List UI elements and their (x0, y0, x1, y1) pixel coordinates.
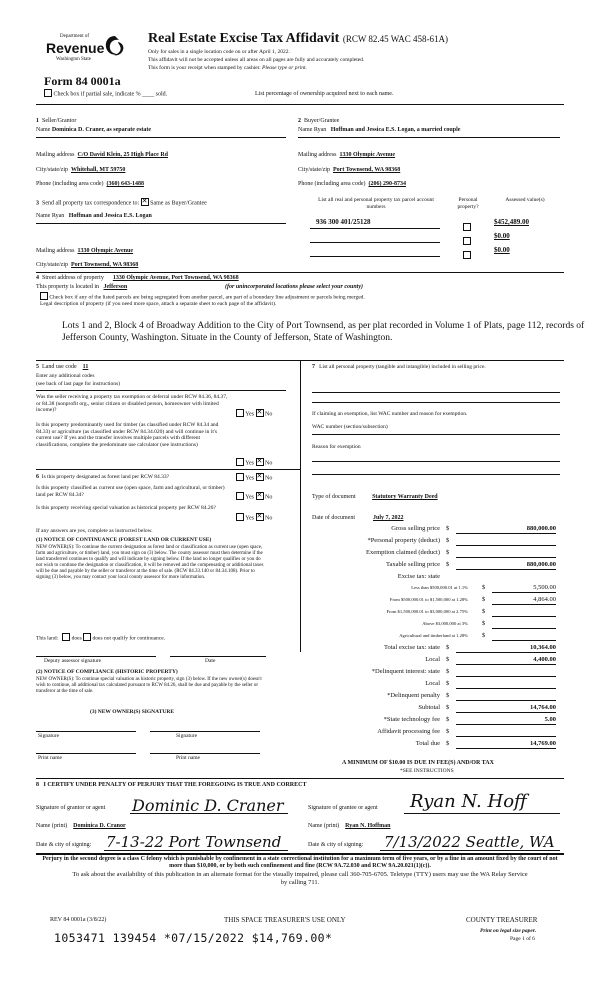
tech-fee-value[interactable]: 5.00 (544, 716, 556, 723)
s5-q2-no-checkbox[interactable] (256, 458, 264, 466)
reason-label: Reason for exemption (312, 444, 361, 450)
s5-q2-yes-checkbox[interactable] (236, 458, 244, 466)
grantee-name[interactable]: Ryan N. Hoffman (345, 823, 391, 829)
treasurer-use: THIS SPACE TREASURER'S USE ONLY (224, 916, 346, 924)
grantor-date-city[interactable]: 7-13-22 Port Townsend (106, 833, 282, 851)
wa-swirl-icon (104, 34, 126, 58)
s6-n2-text: NEW OWNER(S): To continue special valuation as historic property, sign (3) below. If the new owner(s) doesn't wish to continue, all additional tax calculated pursuant to RCW 84.26, shall be due and payable by the seller or transferor at the time of sale. (36, 677, 262, 695)
partial-sale-checkbox[interactable] (44, 89, 52, 97)
grantor-date-label: Date & city of signing: (36, 842, 92, 848)
bracket3-currency: $ (482, 608, 486, 615)
assessed-value-2[interactable]: $0.00 (494, 232, 510, 240)
total-due-value[interactable]: 14,769.00 (530, 740, 556, 747)
seller-phone[interactable]: (360) 643-1488 (106, 181, 144, 187)
owner-signature-label-2: Signature (176, 733, 198, 739)
total-state-label: Total excise tax: state (383, 644, 440, 651)
s6-q1: 6 Is this property designated as forest land per RCW 84.33? (36, 474, 170, 480)
s6-q3: Is this property receiving special valuation as historical property per RCW 84.26? (36, 505, 216, 511)
dor-logo (44, 32, 126, 72)
partial-sale-label: Check box if partial sale, indicate % (53, 91, 141, 98)
bracket5-label: Agricultural and timberland at 1.28% (399, 633, 468, 638)
bracket1-currency: $ (482, 584, 486, 591)
personal-property-checkbox-3[interactable] (463, 247, 471, 265)
grantee-date-label: Date & city of signing: (308, 842, 364, 848)
buyer-city[interactable]: Port Townsend, WA 98368 (333, 167, 401, 173)
s6-q3-answer: Yes ✕ No (236, 514, 272, 522)
segregated-checkbox[interactable] (40, 292, 48, 300)
form-number: Form 84 0001a (44, 74, 121, 88)
s6-n1-heading: (1) NOTICE OF CONTINUANCE (FOREST LAND OR CURRENT USE) (36, 537, 212, 543)
grantor-signature[interactable]: Dominic D. Craner (132, 796, 284, 815)
affidavit-fee-currency: $ (446, 728, 450, 735)
doc-date[interactable]: July 7, 2022 (372, 515, 404, 521)
s6-n3-heading: (3) NEW OWNER(S) SIGNATURE (90, 709, 174, 715)
bracket1-label: Less than $500,000.01 at 1.1% (411, 585, 468, 590)
tech-fee-label: *State technology fee (383, 716, 440, 723)
deputy-sig-label: Deputy assessor signature (44, 658, 102, 664)
doc-type-row: Type of document Statutory Warranty Deed (312, 494, 438, 500)
deputy-date-label: Date (205, 658, 216, 664)
grantor-sig-label: Signature of grantor or agent (36, 805, 106, 811)
parcel-number-1[interactable]: 936 300 401/25128 (316, 218, 371, 226)
alt-format-notice: To ask about the availability of this publication in an alternate format for the visually impaired, please call 360-705-6705. Teletype (TTY) users may use the WA Relay Service by calling 711. (72, 871, 528, 886)
corr-name[interactable]: Hoffman and Jessica E.S. Logan (68, 213, 152, 219)
bracket2-label: From $500,000.01 to $1,500,000 at 1.28% (389, 597, 468, 602)
seller-heading: 1 Seller/Grantor (36, 118, 77, 124)
delinq-state-label: *Delinquent interest: state (371, 668, 440, 675)
grantor-name[interactable]: Dominica D. Cranor (73, 823, 126, 829)
s5-q1-yes-checkbox[interactable] (236, 409, 244, 417)
dept-line1: Department of (60, 34, 90, 39)
buyer-heading: 2 Buyer/Grantee (298, 118, 340, 124)
local-value[interactable]: 4,400.00 (533, 656, 556, 663)
legal-desc-label: Legal description of property (if you need more space, attach a separate sheet to each page of the affidavit). (40, 301, 277, 307)
land-does-not-checkbox[interactable] (83, 633, 91, 641)
delinq-local-currency: $ (446, 680, 450, 687)
s5-q1-answer: Yes ✕ No (236, 410, 272, 418)
buyer-city-row: City/state/zip Port Townsend, WA 98368 (298, 167, 401, 173)
gross-value[interactable]: 880,000.00 (526, 525, 556, 532)
minimum-due-note: A MINIMUM OF $10.00 IS DUE IN FEE(S) AND/OR TAX (342, 760, 494, 766)
excise-label: Excise tax: state (397, 573, 440, 580)
s6-q2-yes-checkbox[interactable] (236, 492, 244, 500)
buyer-phone[interactable]: (206) 290-8734 (368, 181, 406, 187)
affidavit-fee-label: Affidavit processing fee (377, 728, 440, 735)
grantee-sig-label: Signature of grantee or agent (308, 805, 378, 811)
tech-fee-currency: $ (446, 716, 450, 723)
grantor-name-row: Name (print) Dominica D. Cranor (36, 823, 126, 829)
s7-label: 7 List all personal property (tangible and intangible) included in selling price. (312, 364, 486, 370)
segregated-row: Check box if any of the listed parcels are being segregated from another parcel, are part of a boundary line adjustment or parcels being merged. (40, 293, 365, 301)
s6-q2-answer: Yes ✕ No (236, 493, 272, 501)
s5-q1-no-checkbox[interactable] (256, 409, 264, 417)
s6-if-yes: If any answers are yes, complete as instructed below. (36, 528, 153, 534)
total-due-currency: $ (446, 740, 450, 747)
owner-print-name-1: Print name (38, 755, 62, 761)
personal-label: *Personal property (deduct) (367, 537, 440, 544)
see-instructions-note: *SEE INSTRUCTIONS (400, 768, 454, 774)
additional-codes-label: Enter any additional codes (36, 373, 95, 379)
land-use-code[interactable]: 11 (82, 364, 89, 370)
land-use-row: 5 Land use code 11 (36, 364, 203, 371)
legal-description[interactable]: Lots 1 and 2, Block 4 of Broadway Addition to the City of Port Townsend, as per plat recorded in Volume 1 of Plats, page 112, records of Jefferson County, Washington. Situate in the County of Jefferson, State of Washington. (62, 321, 585, 343)
dept-line3: Washington State (56, 57, 92, 62)
seller-mailing[interactable]: C/O David Klein, 25 High Place Rd (77, 152, 169, 158)
subtotal-label: Subtotal (418, 704, 440, 711)
page-number: Page 1 of 6 (510, 936, 535, 942)
perjury-notice: Perjury in the second degree is a class C felony which is punishable by confinement in a state correctional institution for a maximum term of five years, or by a fine in an amount fixed by the court of not more than $10,000, or by both such confinement and fine (RCW 9A.72.030 and RCW 9A.20.021(1)(c)). (42, 856, 558, 869)
bracket2-value[interactable]: 4,864.00 (533, 596, 556, 603)
treasurer-receipt: 1053471 139454 *07/15/2022 $14,769.00* (54, 931, 333, 945)
grantee-date-city[interactable]: 7/13/2022 Seattle, WA (384, 833, 555, 851)
certify-heading: 8 I CERTIFY UNDER PENALTY OF PERJURY THAT THE FOREGOING IS TRUE AND CORRECT (36, 782, 307, 788)
buyer-mailing[interactable]: 1330 Olympic Avenue (339, 152, 396, 158)
delinq-state-currency: $ (446, 668, 450, 675)
property-street-row: 4 Street address of property 1330 Olympic Avenue, Port Townsend, WA 98368 (36, 275, 239, 281)
doc-type[interactable]: Statutory Warranty Deed (372, 494, 438, 500)
s6-this-land-row: This land: does does not qualify for continuance. (36, 634, 165, 642)
same-as-buyer-checkbox[interactable] (141, 198, 149, 206)
parcel-col3-header: Assessed value(s) (505, 197, 545, 203)
delinq-penalty-label: *Delinquent penalty (387, 692, 440, 699)
seller-city-row: City/state/zip Whitehall, MT 59750 (36, 167, 126, 173)
assessed-value-3[interactable]: $0.00 (494, 246, 510, 254)
subtotal-value[interactable]: 14,764.00 (530, 704, 556, 711)
taxable-label: Taxable selling price (385, 561, 440, 568)
s6-q2: Is this property classified as current use (open space, farm and agricultural, or timber) land per RCW 84.34? (36, 485, 225, 498)
bracket1-value[interactable]: 5,500.00 (533, 584, 556, 591)
delinq-penalty-currency: $ (446, 692, 450, 699)
local-label: Local (425, 656, 440, 663)
buyer-name-row: Name Ryan Hoffman and Jessica E.S. Logan, a married couple (298, 127, 461, 133)
form-revision: REV 84 0001a (3/8/22) (50, 917, 107, 923)
grantee-name-row: Name (print) Ryan N. Hoffman (308, 823, 391, 829)
delinq-local-label: Local (425, 680, 440, 687)
subtotal-currency: $ (446, 704, 450, 711)
s5-q2: Is this property predominantly used for timber (as classified under RCW 84.34 and 84.33) or agriculture (as classified under RCW 84.34.020) and will continue in it's current use? If yes and the transfer involves multiple parcels with different classifications, complete the predominate use calculator (see instructions) (36, 422, 219, 448)
correspondence-row: 3 Send all property tax correspondence to: ✕ Same as Buyer/Grantee (36, 199, 207, 207)
total-state-currency: $ (446, 644, 450, 651)
bracket5-currency: $ (482, 632, 486, 639)
owner-print-name-2: Print name (176, 755, 200, 761)
parcel-col1-header: List all real and personal property tax parcel account numbers (318, 197, 434, 210)
bracket4-currency: $ (482, 620, 486, 627)
taxable-currency: $ (446, 561, 450, 568)
see-back-label: (see back of last page for instructions) (36, 381, 120, 387)
grantee-signature[interactable]: Ryan N. Hoff (410, 791, 527, 812)
s6-n1-text: NEW OWNER(S): To continue the current designation as forest land or classification as current use (open space, farm and agriculture, or timber) land, you must sign on (3) below. The county assessor must then determine if the land transferred continues to qualify and will indicate by signing below. If the land no longer qualifies or you do not wish to continue the designation or classification, it will be removed and the compensating or additional taxes will be due and payable by the seller or transferor at the time of sale. (RCW 84.33.140 or 84.34.108). Prior to signing (3) below, you may contact your local county assessor for more information. (36, 545, 264, 581)
header-note-2: This affidavit will not be accepted unless all areas on all pages are fully and accurately completed. (148, 57, 365, 63)
buyer-mailing-row: Mailing address 1330 Olympic Avenue (298, 152, 396, 158)
print-legal-note: Print on legal size paper. (480, 928, 537, 934)
corr-mailing-row: Mailing address 1330 Olympic Avenue (36, 248, 134, 254)
corr-city[interactable]: Port Townsend, WA 98368 (71, 262, 139, 268)
s5-q1: Was the seller receiving a property tax exemption or deferral under RCW 84.36, 84.37, or 84.38 (nonprofit org., senior citizen or disabled person, homeowner with limited income)? (36, 394, 228, 413)
seller-phone-row: Phone (including area code) (360) 643-1488 (36, 181, 144, 187)
bracket4-label: Above $3,000,000 at 3% (422, 621, 468, 626)
corr-city-row: City/state/zip Port Townsend, WA 98368 (36, 262, 139, 268)
exemption-claimed-label: Exemption claimed (deduct) (365, 549, 440, 556)
property-county-row: This property is located in Jefferson (for unincorporated locations please select your county) (36, 284, 363, 290)
gross-currency: $ (446, 525, 450, 532)
s6-q1-no-checkbox[interactable] (256, 473, 264, 481)
wac-label: WAC number (section/subsection) (312, 424, 388, 430)
property-county[interactable]: Jefferson (103, 284, 128, 290)
property-street[interactable]: 1330 Olympic Avenue, Port Townsend, WA 98368 (112, 275, 239, 281)
header-note-3: This form is your receipt when stamped by cashier. Please type or print. (148, 65, 307, 71)
bracket3-label: From $1,500,000.01 to $3,000,000 at 2.75% (386, 609, 468, 614)
seller-mailing-row: Mailing address C/O David Klein, 25 High Place Rd (36, 152, 169, 158)
s6-q1-yes-checkbox[interactable] (236, 473, 244, 481)
taxable-value[interactable]: 880,000.00 (526, 561, 556, 568)
s6-q3-yes-checkbox[interactable] (236, 513, 244, 521)
exemption-currency: $ (446, 549, 450, 556)
header-note-1: Only for sales in a single location code on or after April 1, 2022. (148, 49, 290, 55)
seller-city[interactable]: Whitehall, MT 59750 (71, 167, 126, 173)
buyer-phone-row: Phone (including area code) (206) 290-8734 (298, 181, 406, 187)
s6-q3-no-checkbox[interactable] (256, 513, 264, 521)
land-does-checkbox[interactable] (62, 633, 70, 641)
bracket2-currency: $ (482, 596, 486, 603)
local-currency: $ (446, 656, 450, 663)
parcel-col2-header: Personal property? (457, 197, 479, 210)
assessed-value-1[interactable]: $452,489.00 (494, 218, 529, 226)
dept-line2: Revenue (46, 40, 105, 56)
buyer-name[interactable]: Hoffman and Jessica E.S. Logan, a married couple (330, 127, 461, 133)
seller-name-row: Name Dominica D. Craner, as separate estate (36, 127, 152, 133)
personal-currency: $ (446, 537, 450, 544)
form-title: Real Estate Excise Tax Affidavit (RCW 82.45 WAC 458-61A) (148, 31, 449, 46)
owner-signature-label-1: Signature (38, 733, 60, 739)
corr-mailing[interactable]: 1330 Olympic Avenue (77, 248, 134, 254)
corr-name-row: Name Ryan Hoffman and Jessica E.S. Logan (36, 213, 152, 219)
doc-date-row: Date of document July 7, 2022 (312, 515, 404, 521)
total-due-label: Total due (415, 740, 440, 747)
s6-q2-no-checkbox[interactable] (256, 492, 264, 500)
gross-label: Gross selling price (391, 525, 440, 532)
county-treasurer: COUNTY TREASURER (466, 916, 538, 924)
partial-sale-row: Check box if partial sale, indicate % ____ sold. (44, 90, 167, 98)
s5-q2-answer: Yes ✕ No (236, 459, 272, 467)
ownership-label: List percentage of ownership acquired next to each name. (255, 91, 394, 97)
s6-q1-answer: Yes ✕ No (236, 474, 272, 482)
seller-name[interactable]: Dominica D. Craner, as separate estate (51, 127, 152, 133)
exemption-label: If claiming an exemption, list WAC number and reason for exemption. (312, 411, 468, 417)
sold-label: sold. (155, 91, 168, 98)
s6-n2-heading: (2) NOTICE OF COMPLIANCE (HISTORIC PROPERTY) (36, 669, 178, 675)
total-state-value[interactable]: 10,364.00 (530, 644, 556, 651)
